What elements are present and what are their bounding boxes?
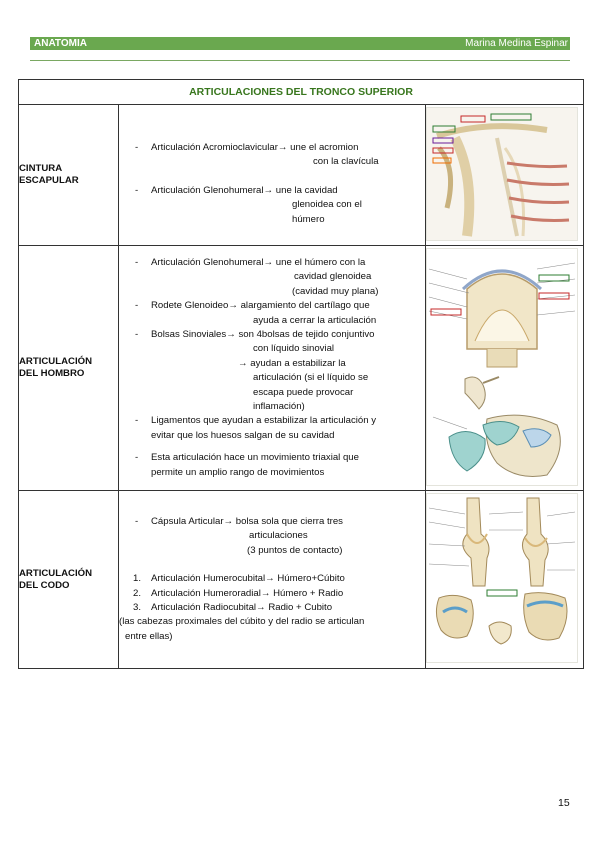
list-item: 2. Articulación Humeroradial→ Húmero + Radio bbox=[133, 587, 344, 599]
list-item: - Esta articulación hace un movimiento triaxial que permite un amplio rango de movimientos bbox=[135, 452, 359, 478]
course-title: ANATOMIA bbox=[34, 38, 87, 49]
list-item: - Articulación Glenohumeral→ une el húmero con la cavidad glenoidea (cavidad muy plana) bbox=[135, 256, 379, 297]
shoulder-joint-illustration bbox=[426, 248, 578, 486]
row-content-articulacion-codo bbox=[119, 491, 426, 669]
row-label-cintura-escapular: CINTURA ESCAPULAR bbox=[19, 105, 119, 246]
shoulder-joint-illustration-cell bbox=[426, 246, 584, 491]
row-label-articulacion-codo: ARTICULACIÓN DEL CODO bbox=[19, 491, 119, 669]
articulations-table bbox=[18, 79, 584, 669]
table-title: ARTICULACIONES DEL TRONCO SUPERIOR bbox=[19, 80, 584, 105]
table-row bbox=[19, 105, 584, 246]
table-row bbox=[19, 246, 584, 491]
row-label-articulacion-hombro: ARTICULACIÓN DEL HOMBRO bbox=[19, 246, 119, 491]
elbow-note: (las cabezas proximales del cúbito y del radio se articulan entre ellas) bbox=[119, 616, 365, 642]
header-divider bbox=[30, 60, 570, 61]
header-bar bbox=[30, 37, 570, 50]
list-item: 1. Articulación Humerocubital→ Húmero+Cúbito bbox=[133, 573, 345, 585]
table-row bbox=[19, 491, 584, 669]
list-item: 3. Articulación Radiocubital→ Radio + Cubito bbox=[133, 601, 333, 613]
page-number: 15 bbox=[558, 797, 570, 809]
elbow-joint-illustration bbox=[426, 493, 578, 663]
list-item: - Articulación Glenohumeral→ une la cavidad glenoidea con el húmero bbox=[135, 184, 362, 225]
list-item: - Ligamentos que ayudan a estabilizar la articulación y evitar que los huesos salgan de su cavidad bbox=[135, 415, 377, 441]
elbow-joint-illustration-cell bbox=[426, 491, 584, 669]
list-item: - Articulación Acromioclavicular→ une el acromion con la clavícula bbox=[135, 141, 379, 168]
row-content-cintura-escapular bbox=[119, 105, 426, 246]
row-content-articulacion-hombro bbox=[119, 246, 426, 491]
list-item: - Rodete Glenoideo→ alargamiento del cartílago que ayuda a cerrar la articulación bbox=[135, 300, 377, 326]
list-item: - Bolsas Sinoviales→ son 4bolsas de tejido conjuntivo con líquido sinovial → ayudan a estabilizar la articulación (si el líquido se escapa puede provocar inflamación) bbox=[135, 328, 375, 413]
author-name: Marina Medina Espinar bbox=[465, 38, 568, 49]
list-item: - Cápsula Articular→ bolsa sola que cierra tres articulaciones (3 puntos de contacto) bbox=[135, 515, 343, 556]
shoulder-girdle-illustration bbox=[426, 107, 578, 241]
shoulder-girdle-illustration-cell bbox=[426, 105, 584, 246]
